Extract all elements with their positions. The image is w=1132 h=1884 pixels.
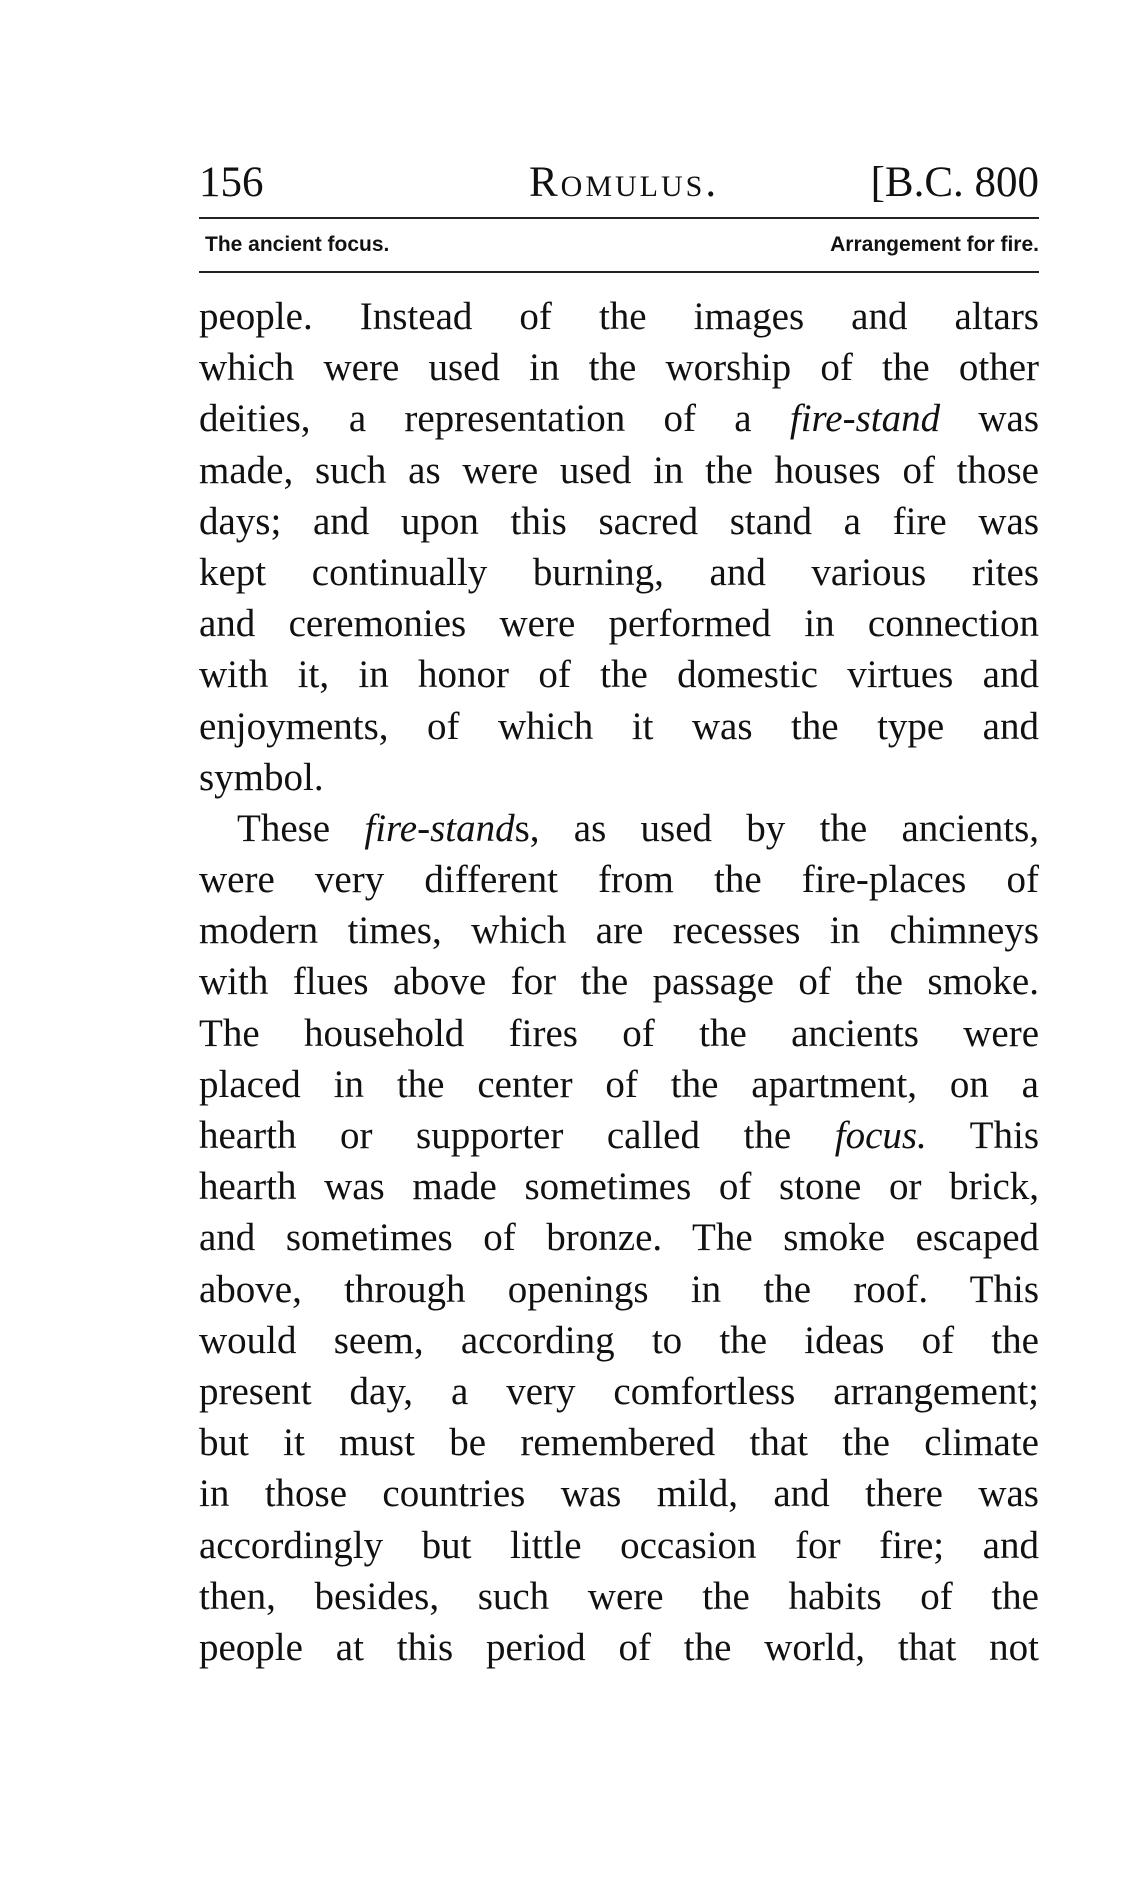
text-line: symbol. — [199, 755, 324, 799]
running-title: Romulus. — [529, 159, 720, 206]
text-line: enjoyments, of which it was the type and — [199, 704, 1039, 748]
text-line: above, through openings in the roof. This — [199, 1267, 1039, 1311]
text-line: with flues above for the passage of the smoke. — [199, 960, 1039, 1004]
text-line: which were used in the worship of the other — [199, 346, 1039, 390]
text-line: days; and upon this sacred stand a fire was — [199, 499, 1039, 543]
text-line: These fire-stands, as used by the ancients, — [237, 806, 1040, 850]
body-text — [199, 291, 1039, 1673]
header-rule-bottom — [199, 271, 1039, 273]
paragraph-1 — [199, 291, 1039, 803]
text-line: kept continually burning, and various rites — [199, 550, 1039, 594]
text-line: then, besides, such were the habits of the — [199, 1574, 1039, 1618]
text-line: and ceremonies were performed in connection — [199, 602, 1039, 646]
paragraph-2 — [199, 803, 1039, 1673]
side-note-left: The ancient focus. — [205, 233, 390, 256]
text-line: made, such as were used in the houses of those — [199, 448, 1039, 492]
date-range: [B.C. 800 — [870, 159, 1039, 206]
text-line: deities, a representation of a fire-stand was — [199, 397, 1040, 441]
page-number: 156 — [199, 159, 264, 206]
text-line: placed in the center of the apartment, on a — [199, 1062, 1039, 1106]
text-line: in those countries was mild, and there was — [199, 1472, 1039, 1516]
text-line: but it must be remembered that the climate — [199, 1421, 1039, 1465]
text-line: The household fires of the ancients were — [199, 1011, 1039, 1055]
running-head — [199, 158, 1039, 208]
text-line: people. Instead of the images and altars — [199, 295, 1039, 338]
text-line: were very different from the fire-places of — [199, 858, 1039, 902]
text-line: present day, a very comfortless arrangement; — [199, 1369, 1039, 1413]
text-line: with it, in honor of the domestic virtues and — [199, 653, 1039, 697]
text-line: would seem, according to the ideas of the — [199, 1318, 1039, 1362]
text-line: hearth was made sometimes of stone or brick, — [199, 1165, 1039, 1209]
text-line: hearth or supporter called the focus. This — [199, 1114, 1039, 1157]
side-note-right: Arrangement for fire. — [830, 233, 1039, 256]
text-line: accordingly but little occasion for fire; and — [199, 1523, 1039, 1567]
text-line: modern times, which are recesses in chimneys — [199, 909, 1039, 953]
side-notes — [199, 228, 1039, 262]
header-rule-top — [199, 217, 1039, 219]
text-line: people at this period of the world, that not — [199, 1625, 1039, 1669]
text-line: and sometimes of bronze. The smoke escaped — [199, 1216, 1039, 1260]
